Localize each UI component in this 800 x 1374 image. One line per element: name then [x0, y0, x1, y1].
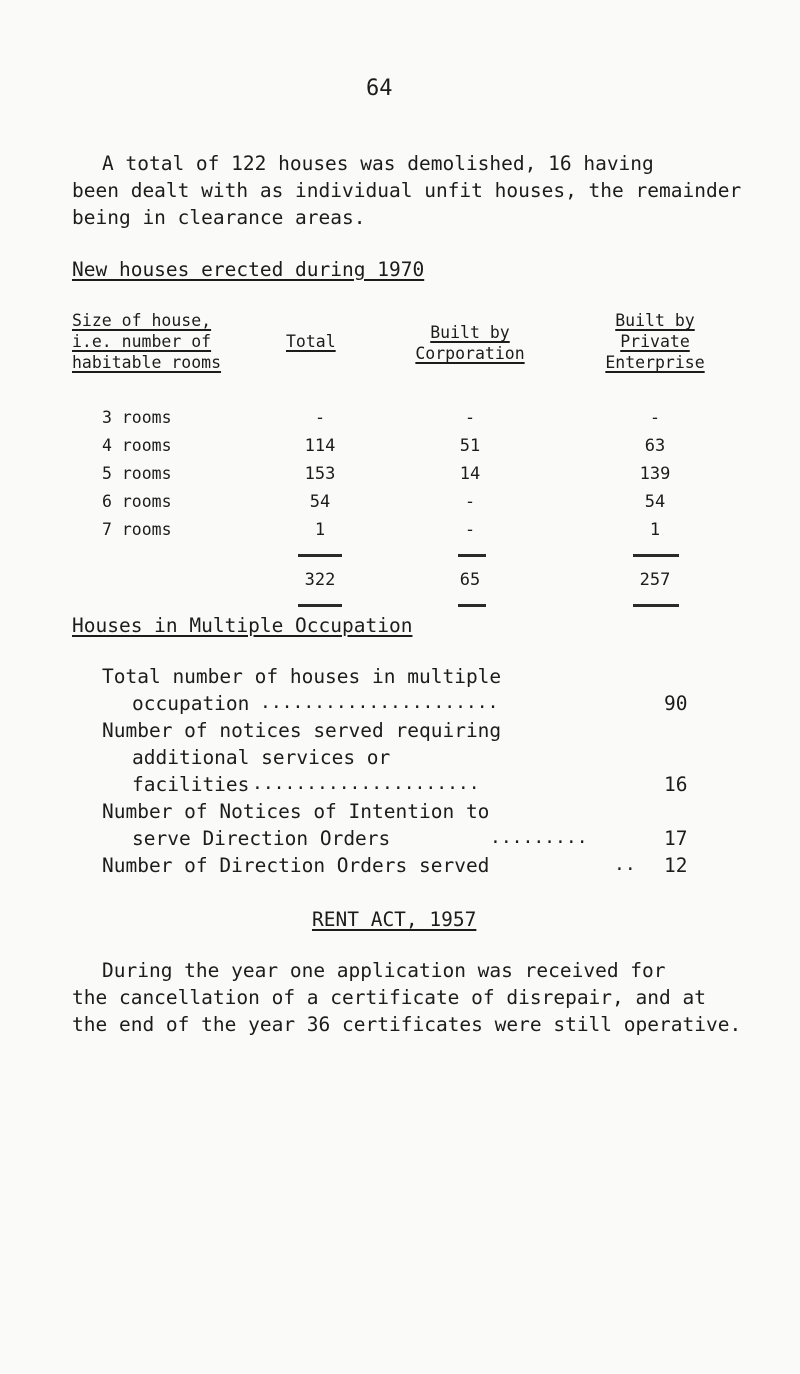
row-size: 7 rooms [102, 520, 172, 539]
intro-line-2: been dealt with as individual unfit houses, the remainder [72, 179, 742, 202]
item-value: 16 [664, 773, 688, 796]
row-private: 63 [644, 436, 666, 456]
private-header-line-1: Built by [615, 311, 695, 330]
row-corporation: 14 [459, 464, 481, 484]
dot-leader: .. [614, 854, 636, 875]
size-header-line-1: Size of house, [72, 311, 212, 330]
item-value: 17 [664, 827, 688, 850]
row-private: 139 [639, 464, 671, 484]
item-line: occupation [132, 692, 250, 715]
row-private: 54 [644, 492, 666, 512]
item-line: Number of Notices of Intention to [102, 800, 490, 823]
item-line: Number of notices served requiring [102, 719, 502, 742]
private-total: 257 [639, 570, 671, 590]
total-header: Total [286, 332, 336, 351]
total-rule-top [298, 554, 342, 557]
intro-line-1: A total of 122 houses was demolished, 16 having [102, 152, 654, 175]
private-rule-bottom [633, 604, 679, 607]
row-corporation: - [464, 492, 476, 512]
rent-act-line-3: the end of the year 36 certificates were still operative. [72, 1013, 742, 1036]
row-private: 1 [649, 520, 661, 540]
item-line: additional services or [132, 746, 391, 769]
item-value: 90 [664, 692, 688, 715]
size-header-line-3: habitable rooms [72, 353, 222, 372]
private-rule-top [633, 554, 679, 557]
row-total: 54 [309, 492, 331, 512]
item-line: serve Direction Orders [132, 827, 391, 850]
page-number: 64 [366, 76, 393, 101]
row-total: 114 [304, 436, 336, 456]
private-header-line-2: Private [620, 332, 690, 351]
multiple-occupation-heading: Houses in Multiple Occupation [72, 614, 413, 637]
item-line: Number of Direction Orders served [102, 854, 490, 877]
corporation-total: 65 [459, 570, 481, 590]
row-size: 6 rooms [102, 492, 172, 511]
corporation-header-line-1: Built by [430, 323, 510, 342]
new-houses-heading: New houses erected during 1970 [72, 258, 425, 281]
corporation-rule-bottom [458, 604, 486, 607]
rent-act-line-1: During the year one application was received for [102, 959, 666, 982]
item-line: facilities [132, 773, 250, 796]
corporation-rule-top [458, 554, 486, 557]
corporation-header-line-2: Corporation [415, 344, 525, 363]
row-size: 5 rooms [102, 464, 172, 483]
total-rule-bottom [298, 604, 342, 607]
row-size: 4 rooms [102, 436, 172, 455]
row-total: 153 [304, 464, 336, 484]
dot-leader: ..................... [252, 773, 480, 794]
row-total: 1 [314, 520, 326, 540]
row-total: - [314, 408, 326, 428]
dot-leader: ......... [490, 827, 588, 848]
row-corporation: - [464, 520, 476, 540]
row-size: 3 rooms [102, 408, 172, 427]
private-header-line-3: Enterprise [605, 353, 705, 372]
row-corporation: 51 [459, 436, 481, 456]
grand-total: 322 [304, 570, 336, 590]
rent-act-heading: RENT ACT, 1957 [312, 908, 477, 931]
dot-leader: ...................... [260, 692, 499, 713]
rent-act-line-2: the cancellation of a certificate of disrepair, and at [72, 986, 706, 1009]
row-corporation: - [464, 408, 476, 428]
item-line: Total number of houses in multiple [102, 665, 502, 688]
intro-line-3: being in clearance areas. [72, 206, 366, 229]
row-private: - [649, 408, 661, 428]
size-header-line-2: i.e. number of [72, 332, 212, 351]
item-value: 12 [664, 854, 688, 877]
